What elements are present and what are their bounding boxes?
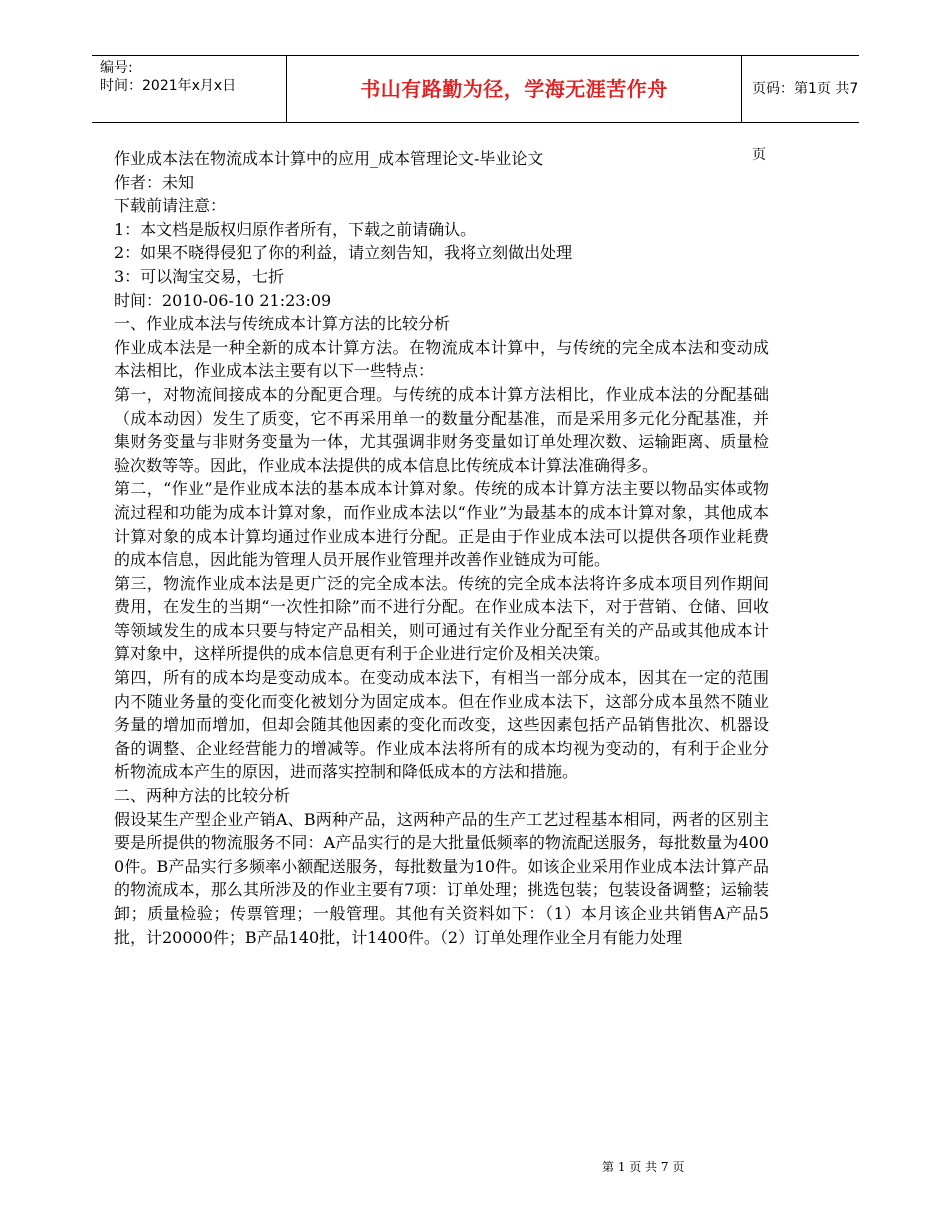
- paragraph: 第二，“作业”是作业成本法的基本成本计算对象。传统的成本计算方法主要以物品实体或物流过程和功能为成本计算对象，而作业成本法以“作业”为最基本的成本计算对象，其他成本计算对象的成本计算均通过作业成本进行分配。正是由于作业成本法可以提供各项作业耗费的成本信息，因此能为管理人员开展作业管理并改善作业链成为可能。: [114, 479, 769, 570]
- article-time: 时间：2010-06-10 21:23:09: [114, 290, 332, 310]
- paragraph: 第三，物流作业成本法是更广泛的完全成本法。传统的完全成本法将许多成本项目列作期间费用，在发生的当期“一次性扣除”而不进行分配。在作业成本法下，对于营销、仓储、回收等领域发生的成本只要与特定产品相关，则可通过有关作业分配至有关的产品或其他成本计算对象中，这样所提供的成本信息更有利于企业进行定价及相关决策。: [114, 573, 769, 664]
- header-page-info: 页码：第1页 共7页: [752, 81, 859, 163]
- notice-item: 3：可以淘宝交易，七折: [114, 266, 285, 286]
- paragraph: 第四，所有的成本均是变动成本。在变动成本法下，有相当一部分成本，因其在一定的范围内不随业务量的变化而变化被划分为固定成本。但在作业成本法下，这部分成本虽然不随业务量的增加而增加，但却会随其他因素的变化而改变，这些因素包括产品销售批次、机器设备的调整、企业经营能力的增减等。作业成本法将所有的成本均视为变动的，有利于企业分析物流成本产生的原因，进而落实控制和降低成本的方法和措施。: [114, 668, 769, 782]
- section-heading: 二、两种方法的比较分析: [114, 786, 291, 806]
- number-label: 编号:: [100, 60, 133, 76]
- paragraph: 作业成本法是一种全新的成本计算方法。在物流成本计算中，与传统的完全成本法和变动成本法相比，作业成本法主要有以下一些特点：: [114, 337, 769, 381]
- article-author: 作者：未知: [114, 172, 195, 192]
- article-title: 作业成本法在物流成本计算中的应用_成本管理论文-毕业论文: [114, 149, 544, 168]
- notice-heading: 下载前请注意：: [114, 196, 227, 216]
- section-heading: 一、作业成本法与传统成本计算方法的比较分析: [114, 314, 451, 334]
- time-label: 时间：2021年x月x日: [100, 78, 237, 94]
- header-motto: 书山有路勤为径，学海无涯苦作舟: [286, 56, 742, 122]
- notice-item: 2：如果不晓得侵犯了你的利益，请立刻告知，我将立刻做出处理: [114, 243, 573, 263]
- notice-item: 1：本文档是版权归原作者所有，下载之前请确认。: [114, 219, 477, 239]
- article-body: [114, 147, 769, 949]
- paragraph: 第一，对物流间接成本的分配更合理。与传统的成本计算方法相比，作业成本法的分配基础（成本动因）发生了质变，它不再采用单一的数量分配基准，而是采用多元化分配基准，并集财务变量与非财务变量为一体，尤其强调非财务变量如订单处理次数、运输距离、质量检验次数等等。因此，作业成本法提供的成本信息比传统成本计算法准确得多。: [114, 384, 769, 475]
- paragraph: 假设某生产型企业产销A、B两种产品，这两种产品的生产工艺过程基本相同，两者的区别主要是所提供的物流服务不同：A产品实行的是大批量低频率的物流配送服务，每批数量为4000件。B产品实行多频率小额配送服务，每批数量为10件。如该企业采用作业成本法计算产品的物流成本，那么其所涉及的作业主要有7项：订单处理；挑选包装；包装设备调整；运输装卸；质量检验；传票管理；一般管理。其他有关资料如下：（1）本月该企业共销售A产品5批，计20000件；B产品140批，计1400件。（2）订单处理作业全月有能力处理: [114, 809, 769, 947]
- header-left: [92, 56, 286, 122]
- page-footer: 第 1 页 共 7 页: [602, 1160, 685, 1174]
